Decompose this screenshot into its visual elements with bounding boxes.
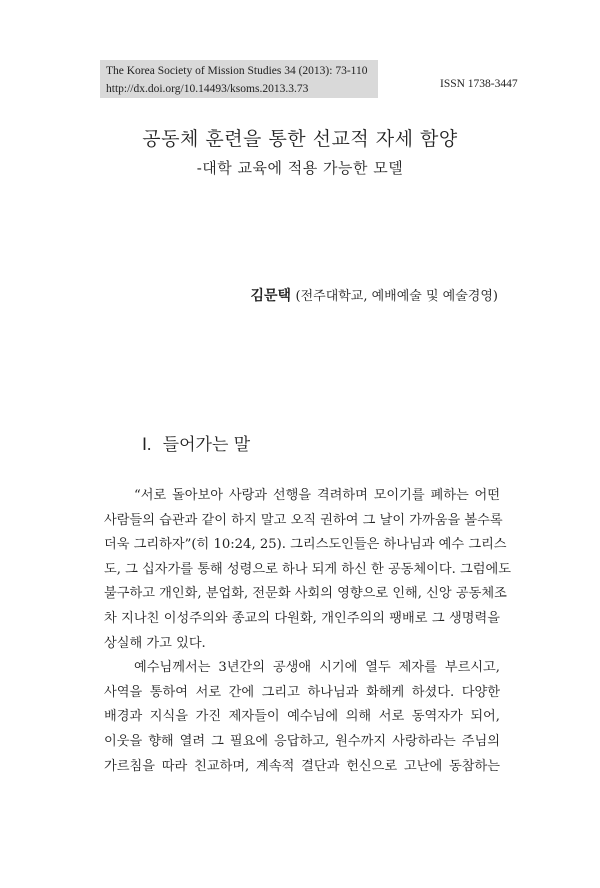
paragraph-line: 상실해 가고 있다. bbox=[104, 635, 206, 651]
author-line bbox=[250, 285, 498, 305]
article-subtitle: -대학 교육에 적용 가능한 모델 bbox=[196, 159, 404, 177]
paragraph-line: 불구하고 개인화, 분업화, 전문화 사회의 영향으로 인해, 신앙 공동체조 bbox=[104, 586, 507, 602]
paragraph-line: 배경과 지식을 가진 제자들이 예수님에 의해 서로 동역자가 되어, bbox=[104, 709, 500, 725]
paragraph-line: “서로 돌아보아 사랑과 선행을 격려하며 모이기를 폐하는 어떤 bbox=[134, 488, 500, 503]
doi-link[interactable]: http://dx.doi.org/10.14493/ksoms.2013.3.73 bbox=[106, 83, 309, 95]
body-text bbox=[104, 484, 511, 779]
journal-citation: The Korea Society of Mission Studies 34 (2013): 73-110 bbox=[106, 65, 368, 77]
paragraph-line: 가르침을 따라 친교하며, 계속적 결단과 헌신으로 고난에 동참하는 bbox=[104, 758, 500, 774]
section-title: 들어가는 말 bbox=[162, 435, 251, 455]
paragraph-line: 사람들의 습관과 같이 하지 말고 오직 권하여 그 날이 가까움을 볼수록 bbox=[104, 512, 503, 528]
author-affiliation: (전주대학교, 예배예술 및 예술경영) bbox=[295, 289, 498, 304]
section-heading bbox=[142, 430, 250, 455]
issn-number: ISSN 1738-3447 bbox=[440, 78, 518, 90]
article-title: 공동체 훈련을 통한 선교적 자세 함양 bbox=[142, 128, 458, 150]
journal-header-box bbox=[100, 60, 378, 98]
paragraph-line: 더욱 그리하자”(히 10:24, 25). 그리스도인들은 하나님과 예수 그리스 bbox=[104, 537, 507, 553]
paragraph-line: 이웃을 향해 열려 그 필요에 응답하고, 원수까지 사랑하라는 주님의 bbox=[104, 733, 500, 749]
author-name: 김문택 bbox=[250, 288, 292, 304]
paragraph-line: 사역을 통하여 서로 간에 그리고 하나님과 화해케 하셨다. 다양한 bbox=[104, 684, 500, 700]
section-number: Ⅰ. bbox=[142, 435, 152, 454]
paragraph-line: 예수님께서는 3년간의 공생애 시기에 열두 제자를 부르시고, bbox=[134, 660, 500, 676]
paragraph-line: 도, 그 십자가를 통해 성령으로 하나 되게 하신 한 공동체이다. 그럼에도 bbox=[104, 561, 511, 577]
paragraph-line: 차 지나친 이성주의와 종교의 다원화, 개인주의의 팽배로 그 생명력을 bbox=[104, 610, 500, 626]
